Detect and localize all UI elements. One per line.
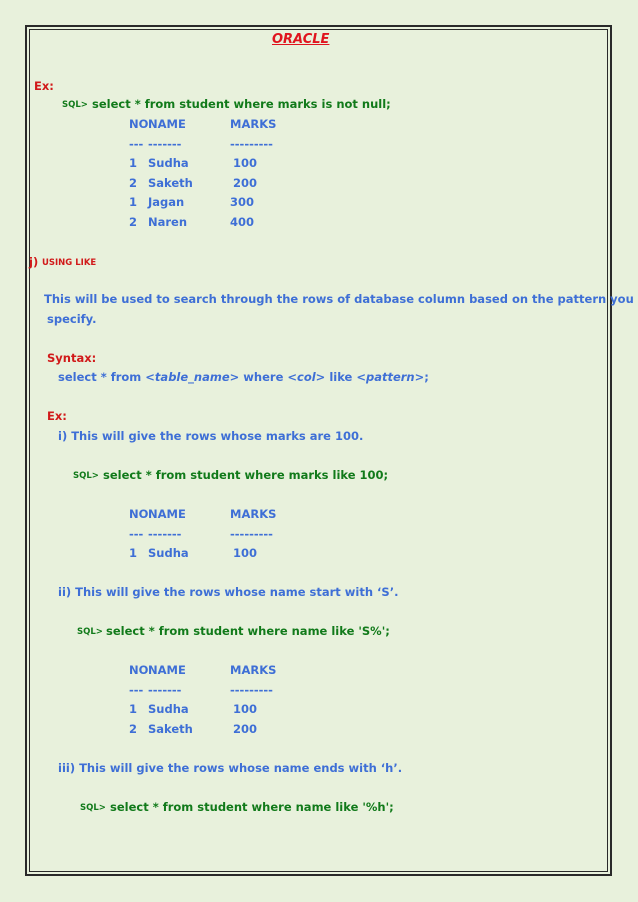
- page-border-inner: [29, 29, 608, 872]
- table-cell: 100: [233, 702, 258, 716]
- ex-label: Ex:: [47, 409, 67, 423]
- description-line: This will be used to search through the rows of database column based on the pattern you: [44, 292, 634, 306]
- table-cell: 1: [129, 195, 138, 209]
- table-cell: 2: [129, 215, 138, 229]
- col-header-no: NO: [129, 663, 149, 677]
- table-cell: 1: [129, 546, 138, 560]
- divider: ---------: [230, 683, 273, 697]
- col-header-no: NO: [129, 507, 149, 521]
- table-cell: 2: [129, 176, 138, 190]
- description-line: specify.: [47, 312, 97, 326]
- sql-prompt: SQL>: [62, 100, 88, 110]
- divider: ---: [129, 683, 144, 697]
- col-header-marks: MARKS: [230, 663, 277, 677]
- col-header-marks: MARKS: [230, 117, 277, 131]
- col-header-name: NAME: [148, 117, 186, 131]
- sql-query: select * from student where name like '%h';: [110, 800, 394, 814]
- divider: ---: [129, 137, 144, 151]
- section-heading: USING LIKE: [42, 258, 97, 268]
- col-header-name: NAME: [148, 507, 186, 521]
- syntax-table-placeholder: <table_name>: [145, 370, 240, 384]
- example-description: i) This will give the rows whose marks are 100.: [58, 429, 364, 443]
- table-cell: 400: [230, 215, 255, 229]
- table-cell: Naren: [148, 215, 188, 229]
- ex-label: Ex:: [34, 79, 54, 93]
- example-description: ii) This will give the rows whose name start with ‘S’.: [58, 585, 399, 599]
- section-marker: j): [29, 255, 39, 269]
- table-cell: 100: [233, 156, 258, 170]
- syntax-text: ;: [424, 370, 429, 384]
- syntax-pattern-placeholder: <pattern>: [356, 370, 425, 384]
- table-cell: 300: [230, 195, 255, 209]
- table-cell: Jagan: [148, 195, 185, 209]
- divider: ---: [129, 527, 144, 541]
- table-cell: 1: [129, 702, 138, 716]
- divider: -------: [148, 527, 182, 541]
- sql-prompt: SQL>: [80, 803, 106, 813]
- table-cell: Sudha: [148, 156, 189, 170]
- syntax-text: like: [325, 370, 357, 384]
- table-cell: Sudha: [148, 546, 189, 560]
- syntax-label: Syntax:: [47, 351, 97, 365]
- sql-query: select * from student where marks like 100;: [103, 468, 389, 482]
- table-cell: 200: [233, 722, 258, 736]
- table-cell: Sudha: [148, 702, 189, 716]
- table-cell: Saketh: [148, 722, 193, 736]
- syntax-text: select * from: [58, 370, 146, 384]
- divider: -------: [148, 683, 182, 697]
- col-header-no: NO: [129, 117, 149, 131]
- table-cell: 1: [129, 156, 138, 170]
- table-cell: 200: [233, 176, 258, 190]
- col-header-name: NAME: [148, 663, 186, 677]
- example-description: iii) This will give the rows whose name ends with ‘h’.: [58, 761, 403, 775]
- divider: ---------: [230, 527, 273, 541]
- syntax-col-placeholder: <col>: [287, 370, 326, 384]
- col-header-marks: MARKS: [230, 507, 277, 521]
- syntax-line: [58, 370, 429, 384]
- sql-prompt: SQL>: [77, 627, 103, 637]
- divider: ---------: [230, 137, 273, 151]
- table-cell: Saketh: [148, 176, 193, 190]
- divider: -------: [148, 137, 182, 151]
- syntax-text: where: [239, 370, 288, 384]
- sql-prompt: SQL>: [73, 471, 99, 481]
- page-title: ORACLE: [272, 32, 330, 47]
- sql-query: select * from student where name like 'S%';: [106, 624, 390, 638]
- sql-query: select * from student where marks is not null;: [92, 97, 391, 111]
- table-cell: 2: [129, 722, 138, 736]
- table-cell: 100: [233, 546, 258, 560]
